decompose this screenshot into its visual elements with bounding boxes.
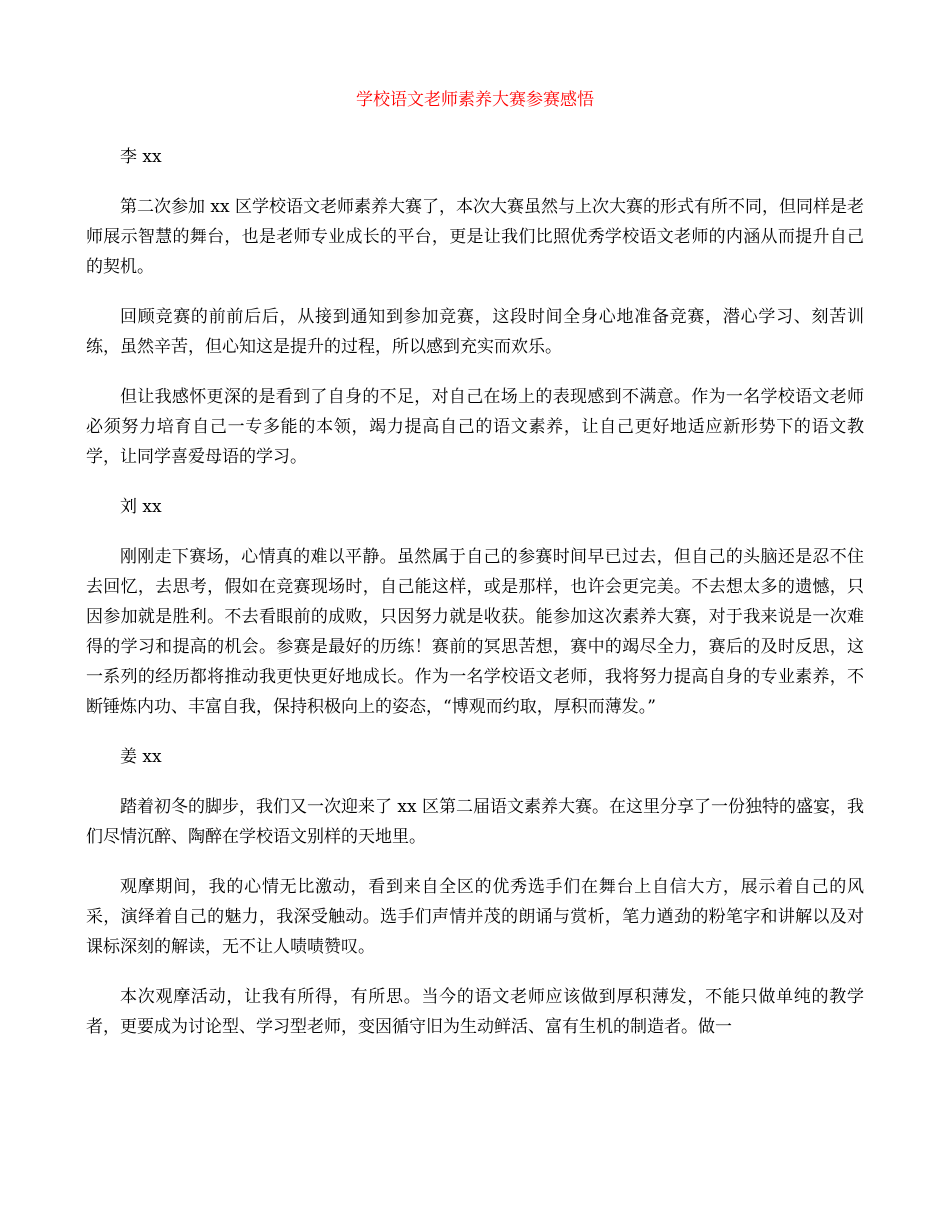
document-title: 学校语文老师素养大赛参赛感悟 <box>356 90 594 110</box>
paragraph: 本次观摩活动，让我有所得，有所思。当今的语文老师应该做到厚积薄发，不能只做单纯的教学者，更要成为讨论型、学习型老师，变因循守旧为生动鲜活、富有生机的制造者。做一 <box>86 987 864 1037</box>
paragraph: 但让我感怀更深的是看到了自身的不足，对自己在场上的表现感到不满意。作为一名学校语文老师必须努力培育自己一专多能的本领，竭力提高自己的语文素养，让自己更好地适应新形势下的语文教学，让同学喜爱母语的学习。 <box>86 387 864 467</box>
paragraph: 回顾竞赛的前前后后，从接到通知到参加竞赛，这段时间全身心地准备竞赛，潜心学习、刻苦训练，虽然辛苦，但心知这是提升的过程，所以感到充实而欢乐。 <box>86 307 864 357</box>
paragraph: 观摩期间，我的心情无比激动，看到来自全区的优秀选手们在舞台上自信大方，展示着自己的风采，演绎着自己的魅力，我深受触动。选手们声情并茂的朗诵与赏析，笔力遒劲的粉笔字和讲解以及对课标深刻的解读，无不让人啧啧赞叹。 <box>86 877 864 957</box>
paragraph: 刚刚走下赛场，心情真的难以平静。虽然属于自己的参赛时间早已过去，但自己的头脑还是忍不住去回忆，去思考，假如在竞赛现场时，自己能这样，或是那样，也许会更完美。不去想太多的遗憾，只因参加就是胜利。不去看眼前的成败，只因努力就是收获。能参加这次素养大赛，对于我来说是一次难得的学习和提高的机会。参赛是最好的历练！赛前的冥思苦想，赛中的竭尽全力，赛后的及时反思，这一系列的经历都将推动我更快更好地成长。作为一名学校语文老师，我将努力提高自身的专业素养，不断锤炼内功、丰富自我，保持积极向上的姿态，“博观而约取，厚积而薄发。” <box>86 547 864 717</box>
paragraph: 第二次参加 xx 区学校语文老师素养大赛了，本次大赛虽然与上次大赛的形式有所不同，但同样是老师展示智慧的舞台，也是老师专业成长的平台，更是让我们比照优秀学校语文老师的内涵从而提升自己的契机。 <box>86 197 864 277</box>
document-body <box>86 142 864 1062</box>
author-name: 姜 xx <box>120 747 162 767</box>
paragraph: 踏着初冬的脚步，我们又一次迎来了 xx 区第二届语文素养大赛。在这里分享了一份独特的盛宴，我们尽情沉醉、陶醉在学校语文别样的天地里。 <box>86 797 864 847</box>
author-name: 刘 xx <box>120 497 162 517</box>
author-name: 李 xx <box>120 147 162 167</box>
